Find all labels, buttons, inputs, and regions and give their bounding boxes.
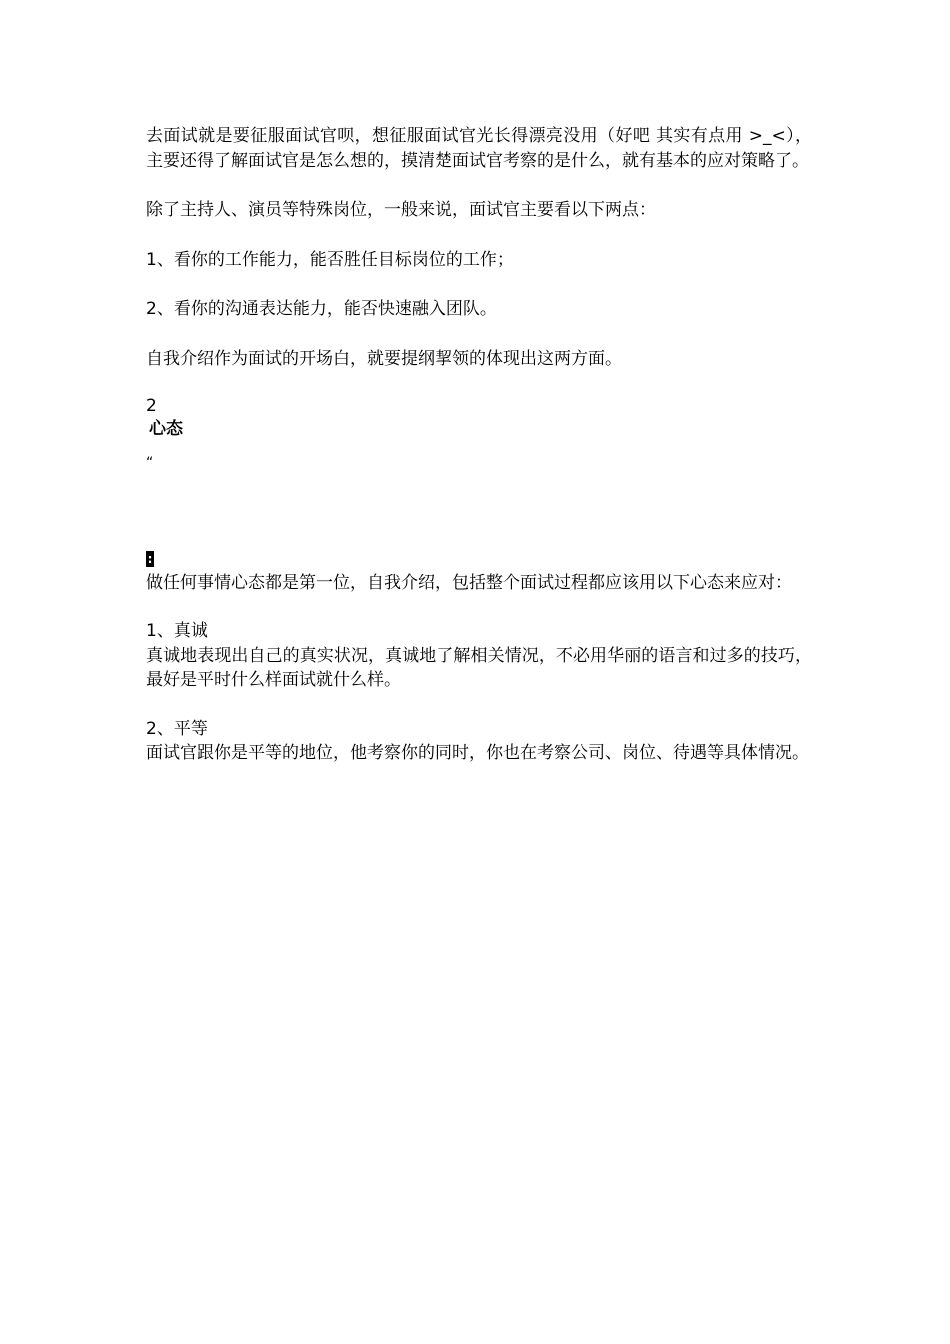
quote-mark: “	[146, 455, 154, 471]
summary-paragraph: 自我介绍作为面试的开场白，就要提纲挈领的体现出这两方面。	[146, 348, 622, 369]
point-1-paragraph: 1、看你的工作能力，能否胜任目标岗位的工作；	[146, 249, 514, 270]
item-1-body: 真诚地表现出自己的真实状况，真诚地了解相关情况，不必用华丽的语言和过多的技巧，最好是平时什么样面试就什么样。	[146, 645, 812, 690]
item-1-title: 1、真诚	[146, 621, 208, 641]
colon-marker: :	[147, 552, 153, 566]
point-2-paragraph: 2、看你的沟通表达能力，能否快速融入团队。	[146, 299, 497, 319]
points-intro-paragraph: 除了主持人、演员等特殊岗位，一般来说，面试官主要看以下两点：	[146, 200, 656, 220]
item-2-title: 2、平等	[146, 718, 208, 739]
mindset-intro-paragraph: 做任何事情心态都是第一位，自我介绍，包括整个面试过程都应该用以下心态来应对：	[146, 572, 792, 593]
section-number: 2	[146, 396, 157, 416]
section-title: 心态	[149, 419, 183, 439]
intro-paragraph: 去面试就是要征服面试官呗，想征服面试官光长得漂亮没用（好吧 其实有点用 >_<），主要还得了解面试官是怎么想的，摸清楚面试官考察的是什么，就有基本的应对策略了。	[146, 126, 812, 171]
document-body	[146, 124, 812, 766]
item-2-body: 面试官跟你是平等的地位，他考察你的同时，你也在考察公司、岗位、待遇等具体情况。	[146, 743, 809, 763]
